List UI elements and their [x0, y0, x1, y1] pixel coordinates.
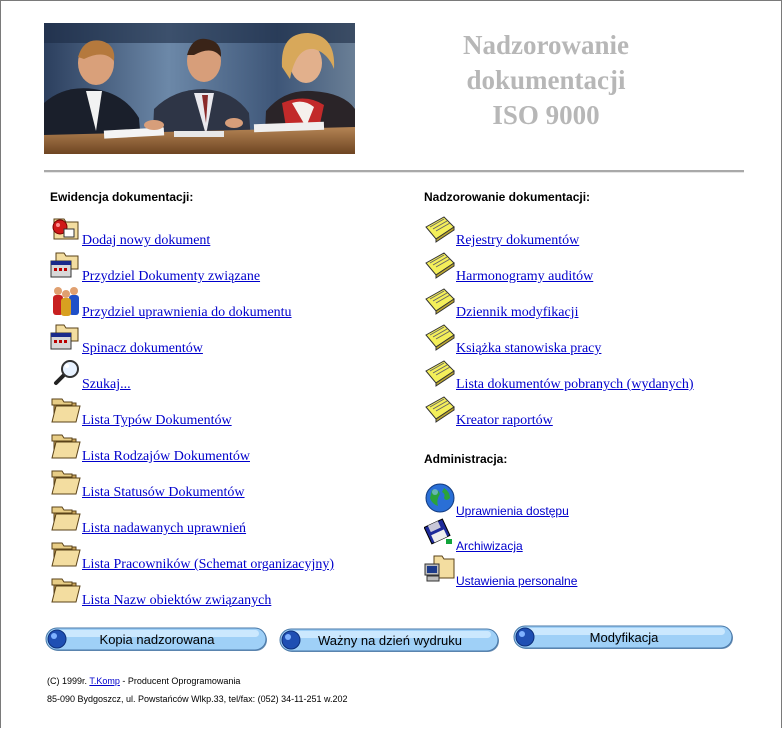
notepad-icon: [424, 213, 456, 245]
nadzorowanie-link[interactable]: Kreator raportów: [456, 413, 553, 428]
title-line-2: dokumentacji: [466, 65, 626, 95]
modyfikacja-button[interactable]: [513, 625, 735, 651]
administracja-item[interactable]: [424, 552, 578, 588]
magnifier-icon: [50, 357, 82, 389]
admin-heading: Administracja:: [424, 452, 508, 466]
title-line-1: Nadzorowanie: [463, 30, 629, 60]
administracja-item[interactable]: [424, 517, 523, 553]
notepad-icon: [424, 393, 456, 425]
notepad-icon: [424, 321, 456, 353]
ewidencja-item[interactable]: [50, 321, 203, 356]
nadzorowanie-item[interactable]: [424, 393, 553, 428]
nadzorowanie-link[interactable]: Harmonogramy auditów: [456, 269, 594, 284]
nadzorowanie-link[interactable]: Rejestry dokumentów: [456, 233, 580, 248]
administracja-item[interactable]: [424, 482, 569, 518]
ewidencja-link[interactable]: Przydziel Dokumenty związane: [82, 269, 261, 284]
administracja-link[interactable]: Ustawienia personalne: [456, 574, 578, 588]
nadzorowanie-link[interactable]: Książka stanowiska pracy: [456, 341, 602, 356]
footer-address: 85-090 Bydgoszcz, ul. Powstańców Wlkp.33, tel/fax: (052) 34-11-251 w.202: [47, 694, 348, 704]
footer-copyright: [47, 676, 240, 686]
globe-icon: [424, 482, 456, 514]
notepad-icon: [424, 285, 456, 317]
ewidencja-item[interactable]: [50, 429, 250, 464]
folder-icon: [50, 429, 82, 461]
folder-icon: [50, 573, 82, 605]
tkomp-link[interactable]: T.Komp: [89, 676, 120, 686]
nadzorowanie-item[interactable]: [424, 213, 580, 248]
ewidencja-link[interactable]: Lista Nazw obiektów związanych: [82, 593, 272, 608]
ewidencja-link[interactable]: Przydziel uprawnienia do dokumentu: [82, 305, 292, 320]
nadzorowanie-item[interactable]: [424, 249, 594, 284]
add-document-icon: [50, 213, 82, 245]
ewidencja-item[interactable]: [50, 465, 245, 500]
right-column-heading: Nadzorowanie dokumentacji:: [424, 190, 591, 204]
ewidencja-item[interactable]: [50, 393, 232, 428]
nadzorowanie-link[interactable]: Dziennik modyfikacji: [456, 305, 579, 320]
footer-copyright-prefix: (C) 1999r.: [47, 676, 90, 686]
ewidencja-link[interactable]: Lista Pracowników (Schemat organizacyjny): [82, 557, 335, 572]
ewidencja-link[interactable]: Lista Rodzajów Dokumentów: [82, 449, 250, 464]
notepad-icon: [424, 249, 456, 281]
folder-calendar-icon: [50, 249, 82, 281]
header-divider: [44, 170, 744, 173]
nadzorowanie-item[interactable]: [424, 285, 579, 320]
notepad-icon: [424, 357, 456, 389]
kopia-nadzorowana-label: Kopia nadzorowana: [99, 632, 215, 647]
left-column-heading: Ewidencja dokumentacji:: [50, 190, 194, 204]
ewidencja-item[interactable]: [50, 285, 292, 320]
ewidencja-item[interactable]: [50, 213, 211, 248]
folder-icon: [50, 393, 82, 425]
ewidencja-item[interactable]: [50, 501, 247, 536]
ewidencja-link[interactable]: Szukaj...: [82, 377, 131, 392]
ewidencja-item[interactable]: [50, 573, 272, 608]
ewidencja-item[interactable]: [50, 357, 131, 392]
footer-copyright-suffix: - Producent Oprogramowania: [119, 676, 241, 686]
title-line-3: ISO 9000: [492, 100, 600, 130]
nadzorowanie-item[interactable]: [424, 321, 602, 356]
floppy-icon: [424, 517, 456, 549]
kopia-nadzorowana-button[interactable]: [45, 627, 269, 653]
wazny-na-dzien-wydruku-label: Ważny na dzień wydruku: [317, 633, 463, 648]
page-title: [410, 28, 682, 133]
administracja-link[interactable]: Uprawnienia dostępu: [456, 504, 569, 518]
folder-computer-icon: [424, 552, 456, 584]
nadzorowanie-link[interactable]: Lista dokumentów pobranych (wydanych): [456, 377, 694, 392]
ewidencja-item[interactable]: [50, 537, 335, 572]
ewidencja-link[interactable]: Lista nadawanych uprawnień: [82, 521, 247, 536]
ewidencja-item[interactable]: [50, 249, 261, 284]
folder-icon: [50, 465, 82, 497]
users-icon: [50, 285, 82, 317]
administracja-link[interactable]: Archiwizacja: [456, 539, 523, 553]
folder-icon: [50, 537, 82, 569]
header-photo: [44, 23, 355, 154]
folder-calendar-icon: [50, 321, 82, 353]
ewidencja-link[interactable]: Lista Typów Dokumentów: [82, 413, 232, 428]
modyfikacja-label: Modyfikacja: [589, 630, 659, 645]
ewidencja-link[interactable]: Lista Statusów Dokumentów: [82, 485, 245, 500]
folder-icon: [50, 501, 82, 533]
wazny-na-dzien-wydruku-button[interactable]: [279, 628, 501, 654]
ewidencja-link[interactable]: Dodaj nowy dokument: [82, 233, 211, 248]
ewidencja-link[interactable]: Spinacz dokumentów: [82, 341, 203, 356]
nadzorowanie-item[interactable]: [424, 357, 694, 392]
